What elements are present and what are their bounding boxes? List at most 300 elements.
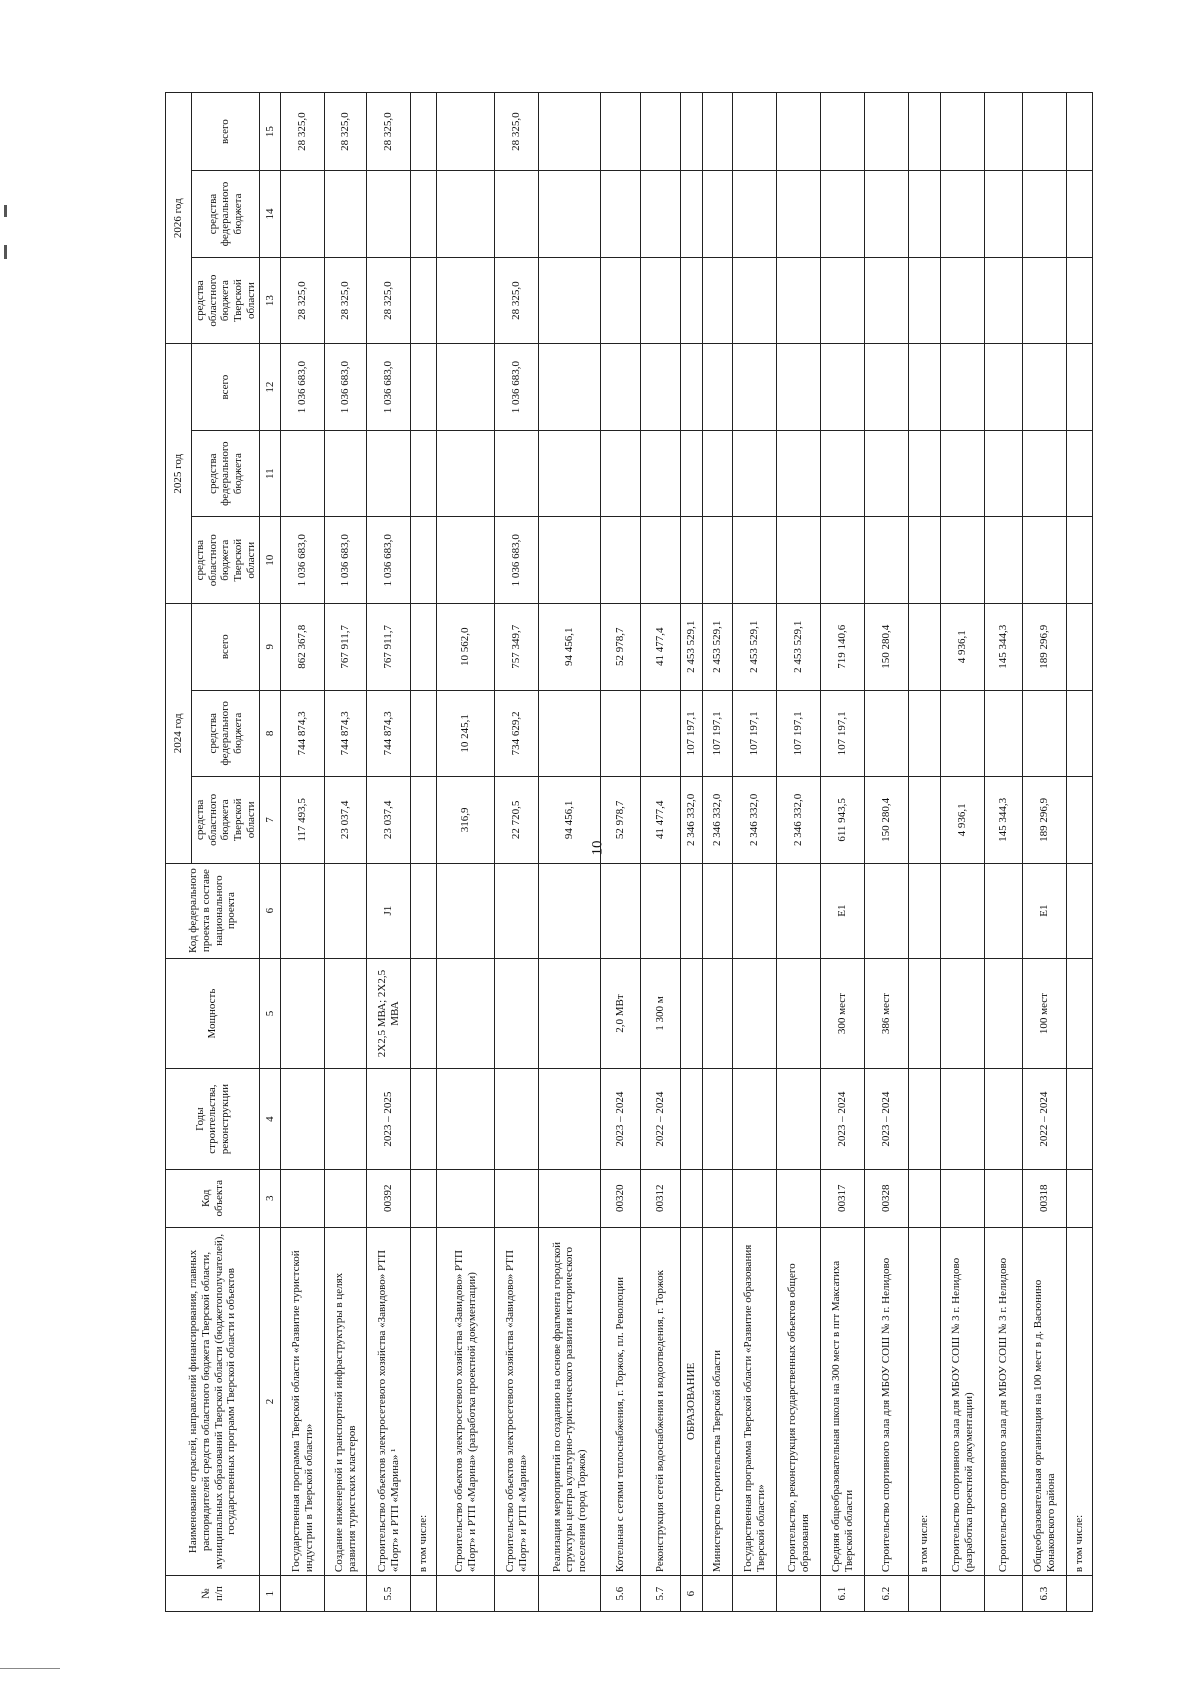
cell-federal-project-code bbox=[681, 863, 703, 958]
cell-col-7: 189 296,9 bbox=[1023, 777, 1067, 864]
cell-object-code bbox=[411, 1169, 437, 1227]
cell-col-10 bbox=[985, 517, 1023, 604]
cell-col-15 bbox=[641, 93, 681, 171]
cell-col-7: 22 720,5 bbox=[495, 777, 539, 864]
cell-name: Строительство объектов электросетевого хозяйства «Завидово» РТП «Порт» и РТП «Марина» bbox=[495, 1227, 539, 1575]
cell-col-9: 767 911,7 bbox=[325, 603, 367, 690]
cell-col-11 bbox=[601, 430, 641, 517]
cell-years: 2023 – 2024 bbox=[821, 1069, 865, 1169]
cell-number: 5.5 bbox=[367, 1576, 411, 1612]
cell-number bbox=[1067, 1576, 1093, 1612]
cell-col-14 bbox=[601, 171, 641, 258]
column-number: 5 bbox=[260, 958, 281, 1069]
cell-col-15 bbox=[985, 93, 1023, 171]
cell-col-7: 145 344,3 bbox=[985, 777, 1023, 864]
budget-table bbox=[165, 92, 1093, 1612]
cell-object-code: 00317 bbox=[821, 1169, 865, 1227]
cell-col-9: 719 140,6 bbox=[821, 603, 865, 690]
cell-col-11 bbox=[367, 430, 411, 517]
cell-col-10 bbox=[821, 517, 865, 604]
cell-federal-project-code: E1 bbox=[1023, 863, 1067, 958]
cell-col-10 bbox=[601, 517, 641, 604]
cell-number: 5.7 bbox=[641, 1576, 681, 1612]
cell-federal-project-code bbox=[1067, 863, 1093, 958]
rotated-table-wrapper bbox=[165, 92, 1086, 1612]
cell-power bbox=[703, 958, 733, 1069]
cell-col-14 bbox=[325, 171, 367, 258]
header-year-2025: 2025 год bbox=[166, 344, 192, 604]
cell-number bbox=[941, 1576, 985, 1612]
cell-name: Строительство объектов электросетевого хозяйства «Завидово» РТП «Порт» и РТП «Марина» ¹ bbox=[367, 1227, 411, 1575]
cell-col-9: 189 296,9 bbox=[1023, 603, 1067, 690]
cell-col-7 bbox=[1067, 777, 1093, 864]
cell-object-code bbox=[985, 1169, 1023, 1227]
cell-col-10 bbox=[865, 517, 909, 604]
cell-col-8: 107 197,1 bbox=[777, 690, 821, 777]
cell-number bbox=[495, 1576, 539, 1612]
cell-col-13 bbox=[821, 257, 865, 344]
cell-col-13 bbox=[733, 257, 777, 344]
cell-name: Реконструкция сетей водоснабжения и водоотведения, г. Торжок bbox=[641, 1227, 681, 1575]
column-number: 9 bbox=[260, 603, 281, 690]
cell-col-9: 10 562,0 bbox=[437, 603, 495, 690]
cell-years bbox=[411, 1069, 437, 1169]
cell-name: ОБРАЗОВАНИЕ bbox=[681, 1227, 703, 1575]
cell-object-code bbox=[495, 1169, 539, 1227]
cell-years bbox=[681, 1069, 703, 1169]
cell-years: 2023 – 2024 bbox=[601, 1069, 641, 1169]
cell-col-7: 41 477,4 bbox=[641, 777, 681, 864]
cell-col-15 bbox=[1023, 93, 1067, 171]
table-row bbox=[703, 93, 733, 1612]
page-number: 10 bbox=[589, 840, 606, 856]
cell-col-14 bbox=[495, 171, 539, 258]
table-row bbox=[733, 93, 777, 1612]
column-number: 11 bbox=[260, 430, 281, 517]
cell-col-8 bbox=[1067, 690, 1093, 777]
cell-col-14 bbox=[641, 171, 681, 258]
cell-col-14 bbox=[733, 171, 777, 258]
header-federal-2025: средства федерального бюджета bbox=[192, 430, 260, 517]
cell-col-7 bbox=[909, 777, 941, 864]
cell-federal-project-code bbox=[601, 863, 641, 958]
cell-col-12 bbox=[681, 344, 703, 431]
cell-col-9: 150 280,4 bbox=[865, 603, 909, 690]
cell-col-7: 2 346 332,0 bbox=[733, 777, 777, 864]
cell-col-14 bbox=[1023, 171, 1067, 258]
cell-number: 5.6 bbox=[601, 1576, 641, 1612]
cell-col-11 bbox=[325, 430, 367, 517]
cell-col-12 bbox=[777, 344, 821, 431]
header-year-2026: 2026 год bbox=[166, 93, 192, 344]
cell-years: 2023 – 2025 bbox=[367, 1069, 411, 1169]
header-total-2026: всего bbox=[192, 93, 260, 171]
cell-col-9 bbox=[909, 603, 941, 690]
cell-name: Реализация мероприятий по созданию на основе фрагмента городской структуры центра культурно-туристического развития исторического поселения (город Торжок) bbox=[539, 1227, 601, 1575]
cell-name: Общеобразовательная организация на 100 мест в д. Васюнино Конаковского района bbox=[1023, 1227, 1067, 1575]
cell-col-13 bbox=[941, 257, 985, 344]
cell-power: 1 300 м bbox=[641, 958, 681, 1069]
cell-years bbox=[909, 1069, 941, 1169]
table-row bbox=[641, 93, 681, 1612]
cell-col-7: 4 936,1 bbox=[941, 777, 985, 864]
cell-col-13 bbox=[865, 257, 909, 344]
cell-col-8: 10 245,1 bbox=[437, 690, 495, 777]
cell-federal-project-code bbox=[411, 863, 437, 958]
cell-name: Строительство спортивного зала для МБОУ СОШ № 3 г. Нелидово bbox=[865, 1227, 909, 1575]
cell-col-13: 28 325,0 bbox=[325, 257, 367, 344]
cell-col-15 bbox=[865, 93, 909, 171]
cell-col-10 bbox=[733, 517, 777, 604]
cell-col-14 bbox=[777, 171, 821, 258]
cell-col-13: 28 325,0 bbox=[281, 257, 325, 344]
table-row bbox=[865, 93, 909, 1612]
cell-col-12: 1 036 683,0 bbox=[281, 344, 325, 431]
cell-power bbox=[437, 958, 495, 1069]
cell-object-code bbox=[681, 1169, 703, 1227]
cell-col-13 bbox=[601, 257, 641, 344]
cell-number bbox=[985, 1576, 1023, 1612]
cell-col-8 bbox=[601, 690, 641, 777]
table-row bbox=[1023, 93, 1067, 1612]
cell-col-7: 2 346 332,0 bbox=[777, 777, 821, 864]
cell-number bbox=[539, 1576, 601, 1612]
cell-col-13 bbox=[539, 257, 601, 344]
scan-mark bbox=[4, 205, 7, 217]
cell-power bbox=[1067, 958, 1093, 1069]
cell-name: Государственная программа Тверской области «Развитие туристской индустрии в Тверской области» bbox=[281, 1227, 325, 1575]
cell-object-code: 00318 bbox=[1023, 1169, 1067, 1227]
cell-col-8 bbox=[909, 690, 941, 777]
column-number: 8 bbox=[260, 690, 281, 777]
cell-col-9: 862 367,8 bbox=[281, 603, 325, 690]
cell-col-14 bbox=[411, 171, 437, 258]
cell-name: Строительство спортивного зала для МБОУ СОШ № 3 г. Нелидово (разработка проектной документации) bbox=[941, 1227, 985, 1575]
header-federal-project-code: Код федерального проекта в составе национального проекта bbox=[166, 863, 260, 958]
cell-name: Государственная программа Тверской области «Развитие образования Тверской области» bbox=[733, 1227, 777, 1575]
cell-col-9: 2 453 529,1 bbox=[703, 603, 733, 690]
cell-col-15 bbox=[1067, 93, 1093, 171]
cell-number bbox=[411, 1576, 437, 1612]
column-number: 2 bbox=[260, 1227, 281, 1575]
cell-col-8 bbox=[641, 690, 681, 777]
cell-federal-project-code bbox=[865, 863, 909, 958]
cell-power bbox=[733, 958, 777, 1069]
cell-col-13 bbox=[411, 257, 437, 344]
cell-object-code bbox=[281, 1169, 325, 1227]
cell-federal-project-code bbox=[703, 863, 733, 958]
cell-power bbox=[495, 958, 539, 1069]
cell-object-code bbox=[703, 1169, 733, 1227]
cell-power: 2,0 МВт bbox=[601, 958, 641, 1069]
cell-years bbox=[437, 1069, 495, 1169]
cell-col-12: 1 036 683,0 bbox=[367, 344, 411, 431]
cell-col-12 bbox=[703, 344, 733, 431]
cell-col-12 bbox=[941, 344, 985, 431]
cell-name: в том числе: bbox=[909, 1227, 941, 1575]
cell-col-7: 117 493,5 bbox=[281, 777, 325, 864]
cell-col-15 bbox=[941, 93, 985, 171]
cell-col-7: 611 943,5 bbox=[821, 777, 865, 864]
cell-object-code bbox=[909, 1169, 941, 1227]
cell-col-9: 767 911,7 bbox=[367, 603, 411, 690]
cell-col-14 bbox=[909, 171, 941, 258]
header-object-code: Код объекта bbox=[166, 1169, 260, 1227]
cell-col-14 bbox=[703, 171, 733, 258]
cell-col-15 bbox=[703, 93, 733, 171]
cell-power bbox=[281, 958, 325, 1069]
cell-name: в том числе: bbox=[411, 1227, 437, 1575]
cell-col-11 bbox=[641, 430, 681, 517]
cell-col-12 bbox=[821, 344, 865, 431]
cell-col-12 bbox=[539, 344, 601, 431]
cell-power: 100 мест bbox=[1023, 958, 1067, 1069]
cell-col-11 bbox=[539, 430, 601, 517]
cell-power bbox=[909, 958, 941, 1069]
cell-name: Строительство, реконструкция государственных объектов общего образования bbox=[777, 1227, 821, 1575]
cell-object-code bbox=[777, 1169, 821, 1227]
cell-years bbox=[1067, 1069, 1093, 1169]
cell-years bbox=[733, 1069, 777, 1169]
cell-number: 6.3 bbox=[1023, 1576, 1067, 1612]
cell-name: Котельная с сетями теплоснабжения, г. Торжок, пл. Революции bbox=[601, 1227, 641, 1575]
table-row bbox=[821, 93, 865, 1612]
cell-col-11 bbox=[865, 430, 909, 517]
cell-col-8 bbox=[985, 690, 1023, 777]
cell-federal-project-code bbox=[325, 863, 367, 958]
header-year-2024: 2024 год bbox=[166, 603, 192, 863]
cell-col-13 bbox=[703, 257, 733, 344]
cell-col-9 bbox=[411, 603, 437, 690]
cell-col-13: 28 325,0 bbox=[495, 257, 539, 344]
cell-col-12 bbox=[733, 344, 777, 431]
column-number-row bbox=[260, 93, 281, 1612]
cell-col-15: 28 325,0 bbox=[281, 93, 325, 171]
header-total-2024: всего bbox=[192, 603, 260, 690]
cell-years: 2022 – 2024 bbox=[1023, 1069, 1067, 1169]
cell-col-14 bbox=[681, 171, 703, 258]
table-row bbox=[681, 93, 703, 1612]
column-number: 1 bbox=[260, 1576, 281, 1612]
cell-number: 6.1 bbox=[821, 1576, 865, 1612]
cell-col-9 bbox=[1067, 603, 1093, 690]
cell-col-13 bbox=[777, 257, 821, 344]
cell-years bbox=[281, 1069, 325, 1169]
table-row bbox=[601, 93, 641, 1612]
cell-years: 2023 – 2024 bbox=[865, 1069, 909, 1169]
cell-col-15 bbox=[821, 93, 865, 171]
cell-object-code: 00312 bbox=[641, 1169, 681, 1227]
cell-col-9: 4 936,1 bbox=[941, 603, 985, 690]
cell-col-11 bbox=[821, 430, 865, 517]
cell-col-13 bbox=[1067, 257, 1093, 344]
header-regional-2024: средства областного бюджета Тверской области bbox=[192, 777, 260, 864]
cell-col-10: 1 036 683,0 bbox=[367, 517, 411, 604]
table-row bbox=[367, 93, 411, 1612]
cell-col-15 bbox=[539, 93, 601, 171]
cell-col-11 bbox=[1067, 430, 1093, 517]
cell-power: 2Х2,5 МВА; 2Х2,5 МВА bbox=[367, 958, 411, 1069]
column-number: 14 bbox=[260, 171, 281, 258]
cell-col-11 bbox=[733, 430, 777, 517]
cell-col-14 bbox=[1067, 171, 1093, 258]
table-row bbox=[539, 93, 601, 1612]
cell-col-14 bbox=[281, 171, 325, 258]
cell-federal-project-code: E1 bbox=[821, 863, 865, 958]
cell-number bbox=[437, 1576, 495, 1612]
cell-col-13: 28 325,0 bbox=[367, 257, 411, 344]
cell-object-code: 00320 bbox=[601, 1169, 641, 1227]
cell-number bbox=[777, 1576, 821, 1612]
cell-years bbox=[539, 1069, 601, 1169]
cell-col-15 bbox=[733, 93, 777, 171]
cell-object-code bbox=[733, 1169, 777, 1227]
cell-col-10: 1 036 683,0 bbox=[495, 517, 539, 604]
column-number: 7 bbox=[260, 777, 281, 864]
table-row bbox=[985, 93, 1023, 1612]
cell-col-10 bbox=[909, 517, 941, 604]
cell-col-10 bbox=[681, 517, 703, 604]
cell-col-12: 1 036 683,0 bbox=[495, 344, 539, 431]
cell-federal-project-code bbox=[641, 863, 681, 958]
column-number: 6 bbox=[260, 863, 281, 958]
cell-number: 6.2 bbox=[865, 1576, 909, 1612]
cell-col-10 bbox=[411, 517, 437, 604]
cell-col-15 bbox=[601, 93, 641, 171]
cell-power: 300 мест bbox=[821, 958, 865, 1069]
cell-col-12 bbox=[1067, 344, 1093, 431]
cell-object-code bbox=[941, 1169, 985, 1227]
cell-number bbox=[281, 1576, 325, 1612]
header-total-2025: всего bbox=[192, 344, 260, 431]
column-number: 4 bbox=[260, 1069, 281, 1169]
cell-col-11 bbox=[985, 430, 1023, 517]
cell-federal-project-code bbox=[909, 863, 941, 958]
cell-col-14 bbox=[985, 171, 1023, 258]
cell-years: 2022 – 2024 bbox=[641, 1069, 681, 1169]
cell-col-7: 2 346 332,0 bbox=[681, 777, 703, 864]
cell-name: Средняя общеобразовательная школа на 300 мест в пгт Максатиха Тверской области bbox=[821, 1227, 865, 1575]
cell-col-10 bbox=[703, 517, 733, 604]
cell-col-8 bbox=[411, 690, 437, 777]
cell-years bbox=[941, 1069, 985, 1169]
cell-federal-project-code bbox=[941, 863, 985, 958]
cell-col-8 bbox=[539, 690, 601, 777]
cell-col-12: 1 036 683,0 bbox=[325, 344, 367, 431]
cell-col-11 bbox=[411, 430, 437, 517]
cell-col-11 bbox=[1023, 430, 1067, 517]
cell-col-11 bbox=[777, 430, 821, 517]
cell-power bbox=[411, 958, 437, 1069]
column-number: 10 bbox=[260, 517, 281, 604]
cell-col-8: 107 197,1 bbox=[681, 690, 703, 777]
cell-power bbox=[539, 958, 601, 1069]
cell-col-12 bbox=[985, 344, 1023, 431]
cell-col-7: 2 346 332,0 bbox=[703, 777, 733, 864]
cell-col-15: 28 325,0 bbox=[495, 93, 539, 171]
cell-col-10 bbox=[539, 517, 601, 604]
cell-col-8: 744 874,3 bbox=[281, 690, 325, 777]
cell-object-code bbox=[539, 1169, 601, 1227]
cell-col-14 bbox=[821, 171, 865, 258]
cell-col-10 bbox=[1023, 517, 1067, 604]
cell-col-13 bbox=[909, 257, 941, 344]
cell-col-9: 145 344,3 bbox=[985, 603, 1023, 690]
cell-federal-project-code bbox=[281, 863, 325, 958]
cell-col-8 bbox=[1023, 690, 1067, 777]
cell-col-10 bbox=[941, 517, 985, 604]
cell-years bbox=[495, 1069, 539, 1169]
cell-power bbox=[681, 958, 703, 1069]
cell-col-14 bbox=[941, 171, 985, 258]
cell-col-11 bbox=[437, 430, 495, 517]
cell-col-7: 52 978,7 bbox=[601, 777, 641, 864]
cell-col-11 bbox=[281, 430, 325, 517]
cell-federal-project-code bbox=[539, 863, 601, 958]
cell-federal-project-code: J1 bbox=[367, 863, 411, 958]
cell-object-code: 00328 bbox=[865, 1169, 909, 1227]
cell-col-10 bbox=[777, 517, 821, 604]
cell-object-code bbox=[325, 1169, 367, 1227]
table-row bbox=[495, 93, 539, 1612]
cell-col-13 bbox=[641, 257, 681, 344]
cell-col-8: 107 197,1 bbox=[703, 690, 733, 777]
cell-col-7 bbox=[411, 777, 437, 864]
cell-col-9: 2 453 529,1 bbox=[733, 603, 777, 690]
cell-col-10 bbox=[641, 517, 681, 604]
cell-number bbox=[325, 1576, 367, 1612]
cell-col-12 bbox=[865, 344, 909, 431]
cell-power bbox=[985, 958, 1023, 1069]
cell-federal-project-code bbox=[437, 863, 495, 958]
cell-object-code: 00392 bbox=[367, 1169, 411, 1227]
cell-number bbox=[703, 1576, 733, 1612]
cell-col-8 bbox=[941, 690, 985, 777]
cell-col-11 bbox=[495, 430, 539, 517]
cell-col-12 bbox=[437, 344, 495, 431]
cell-col-12 bbox=[641, 344, 681, 431]
cell-years bbox=[777, 1069, 821, 1169]
cell-col-7: 94 456,1 bbox=[539, 777, 601, 864]
cell-col-7: 23 037,4 bbox=[367, 777, 411, 864]
cell-number bbox=[909, 1576, 941, 1612]
table-row bbox=[437, 93, 495, 1612]
cell-col-8: 734 629,2 bbox=[495, 690, 539, 777]
cell-name: Строительство объектов электросетевого хозяйства «Завидово» РТП «Порт» и РТП «Марина» (разработка проектной документации) bbox=[437, 1227, 495, 1575]
table-row bbox=[777, 93, 821, 1612]
column-number: 12 bbox=[260, 344, 281, 431]
cell-col-14 bbox=[539, 171, 601, 258]
cell-col-8: 107 197,1 bbox=[733, 690, 777, 777]
header-regional-2026: средства областного бюджета Тверской области bbox=[192, 257, 260, 344]
cell-col-8: 744 874,3 bbox=[367, 690, 411, 777]
table-row bbox=[325, 93, 367, 1612]
cell-col-15: 28 325,0 bbox=[325, 93, 367, 171]
cell-col-9: 2 453 529,1 bbox=[681, 603, 703, 690]
header-name: Наименование отраслей, направлений финансирования, главных распорядителей средств областного бюджета Тверской области, муниципальных образований Тверской области (бюджетополучателей), государственных программ Тверской области и объектов bbox=[166, 1227, 260, 1575]
cell-years bbox=[985, 1069, 1023, 1169]
cell-power bbox=[777, 958, 821, 1069]
cell-col-12 bbox=[411, 344, 437, 431]
cell-power bbox=[941, 958, 985, 1069]
table-body bbox=[281, 93, 1093, 1612]
cell-col-15: 28 325,0 bbox=[367, 93, 411, 171]
cell-col-9: 52 978,7 bbox=[601, 603, 641, 690]
cell-col-7: 150 280,4 bbox=[865, 777, 909, 864]
cell-federal-project-code bbox=[777, 863, 821, 958]
table-row bbox=[909, 93, 941, 1612]
cell-col-9: 2 453 529,1 bbox=[777, 603, 821, 690]
